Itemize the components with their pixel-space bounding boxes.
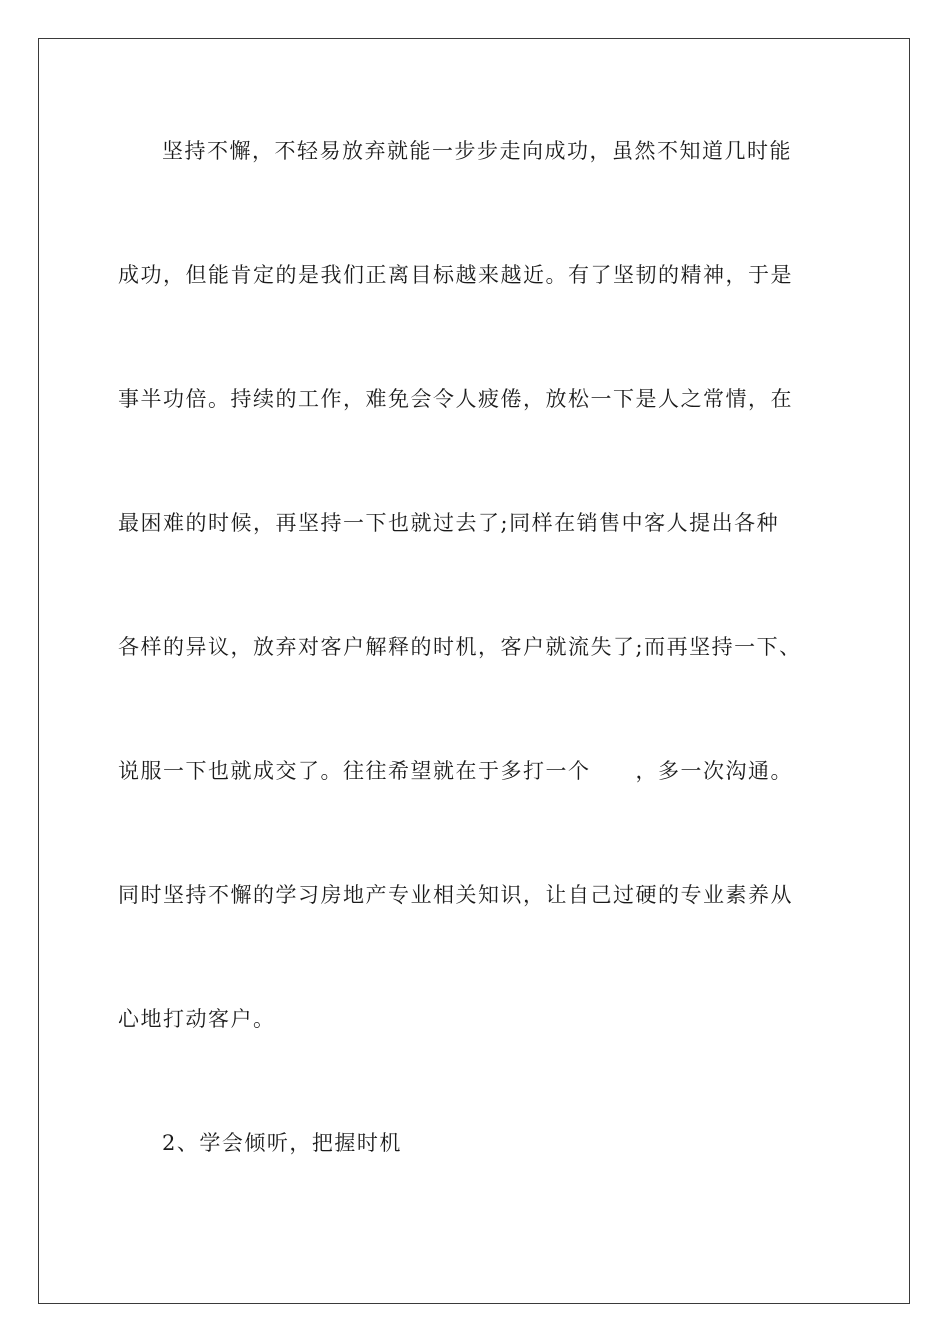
paragraph-line-7: 同时坚持不懈的学习房地产专业相关知识，让自己过硬的专业素养从	[118, 883, 793, 907]
section-heading: 2、学会倾听，把握时机	[162, 1131, 402, 1155]
paragraph-line-3: 事半功倍。持续的工作，难免会令人疲倦，放松一下是人之常情，在	[118, 387, 793, 411]
paragraph-line-6: 说服一下也就成交了。往往希望就在于多打一个 ，多一次沟通。	[118, 759, 793, 783]
page-frame	[38, 38, 910, 1304]
paragraph-line-4: 最困难的时候，再坚持一下也就过去了;同样在销售中客人提出各种	[118, 511, 780, 535]
paragraph-line-5: 各样的异议，放弃对客户解释的时机，客户就流失了;而再坚持一下、	[118, 635, 802, 659]
paragraph-line-8: 心地打动客户。	[118, 1007, 276, 1031]
paragraph-line-2: 成功，但能肯定的是我们正离目标越来越近。有了坚韧的精神，于是	[118, 263, 793, 287]
paragraph-line-1: 坚持不懈，不轻易放弃就能一步步走向成功，虽然不知道几时能	[162, 139, 792, 163]
